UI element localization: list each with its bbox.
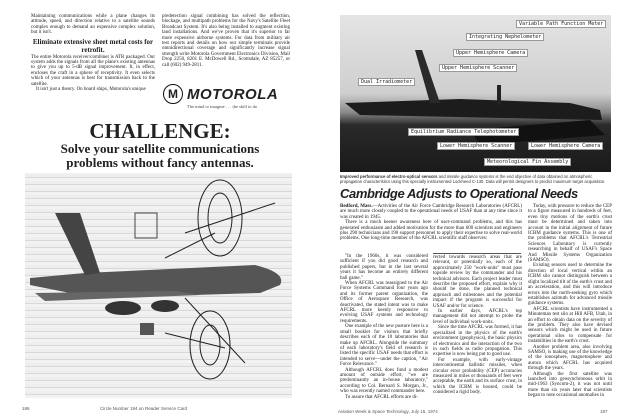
article-paragraph: Although the first satellite was launched into geosynchronous orbit in mid-1963 (Syncom-2), it was not until more than six years later that scientists began to note occasional anomalies in xyxy=(528,371,612,399)
article-column-1 xyxy=(340,254,428,400)
motorola-wordmark: MOTOROLA xyxy=(187,85,279,103)
photo-label: Dual Irradiometer xyxy=(358,78,415,86)
ad-headline-block xyxy=(20,120,300,170)
article-paragraph: For example, with early-vintage intercontinental ballistic missiles, when circular error probability (CEP) accuracies measured in miles or thousands of feet were acceptable, the earth and its surface crust, in which the ICBM is housed, could be considered a rigid body. xyxy=(433,357,522,396)
motorola-logo xyxy=(163,84,278,109)
photo-label: Lower Hemisphere Camera xyxy=(528,142,603,150)
airplane-illustration-icon xyxy=(25,173,292,398)
article-paragraph: "In the 1960s, it was considered sufficient if you did good research and published papers, but in the last several years it has become an entirely different ball game." xyxy=(340,254,428,281)
article-paragraph: rected towards research areas that are relevant, or potentially so, each of the approximately 250 "work-units" must pass topside review by the commander and his technical advisors. Each project leader must describe the proposed effort, explain why it should be done, the planned technical approach and milestones and the potential impact if the program is successful for USAF and/or for science. xyxy=(433,255,522,309)
article-paragraph: In earlier days, AFCRL's top management did not attempt to probe the level of individual work-units. xyxy=(433,309,522,325)
article-column-3 xyxy=(528,204,612,399)
article-paragraph: Although AFCRL does fund a modest amount of outside effort, "we are predominantly an in-house laboratory," according to Col. Bernard S. Morgan, Jr., who was recently named commander here. xyxy=(340,367,428,395)
article-paragraph: Another problem area, also involving SAMSO, is making use of the knowledge of the ionosphere, magnetosphere and aurora which AFCRL has acquired through the years. xyxy=(528,344,612,372)
caption-lead: Improved performance of electro-optical sensors xyxy=(340,174,438,179)
page-number-right: 187 xyxy=(600,409,608,414)
article-paragraph: When AFCRL was reassigned to the Air Force Systems Command four years ago and its former parent organization, the Office of Aerospace Research, was deactivated, the stated intent was to make AFCRL more keenly responsive to evolving USAF systems and technology requirements. xyxy=(340,281,428,324)
ad-subheading: Eliminate extensive sheet metal costs for retrofit. xyxy=(32,37,154,54)
airplane-antenna-illustration xyxy=(25,173,292,398)
article-paragraph: —Activities of the Air Force Cambridge Research Laboratories (AFCRL) are much more closely coupled to the operational needs of USAF than at any time since it was created in 1945. xyxy=(340,204,522,220)
photo-label: Upper Hemisphere Scanner xyxy=(439,64,517,72)
photo-label: Upper Hemisphere Camera xyxy=(453,49,528,57)
photo-label: Lower Hemisphere Scanner xyxy=(437,142,515,150)
ad-paragraph: The entire Motorola receiver/combiner is ATR packaged. Our system adds the signals from all the plane's existing antennas to give you up to 5-dB signal improvement. It, in effect, encloses the craft in a sphere of receptivity. It even selects which of your antennas is best for transmission back to the satellite. xyxy=(31,54,155,87)
article-column-2 xyxy=(433,255,522,396)
ad-paragraph: It isn't just a theory. On board ships, Motorola's unique xyxy=(36,87,146,93)
article-paragraph: There is a much keener awareness here of user-command problems, and this has generated enthusiasm and added motivation for the more than 600 scientists and engineers plus 290 technicians and 190 support personnel to apply their expertise to solve real-world problems. One long-time member of the AFCRL scientific staff observes: xyxy=(340,220,522,242)
photo-label: Variable Path Function Meter xyxy=(516,20,606,28)
c130-aircraft-photo xyxy=(340,15,611,172)
article-paragraph: One example of the new posture here is a small booklet for visitors that briefly describes each of the 10 laboratories that make up AFCRL. Alongside the summary of each laboratory's field of research is listed the specific USAF needs that effort is intended to serve—under the caption, "Air Force Relevance." xyxy=(340,324,428,368)
dateline: Bedford, Mass. xyxy=(340,204,373,209)
caption-text: and missile guidance systems is the end objective of data obtained on atmospheric propagation characteristics using this specially instrumented Lockheed C-130. Data will permit designers to predict maximum target acquisition. xyxy=(340,174,606,184)
ad-paragraph: Maintaining communications while a plane changes its attitude, speed, and direction relative to a satellite sounds complex enough to demand an expensive complex solution, but it isn't. xyxy=(31,14,155,36)
article-paragraph: AFCRL scientists have instrumented a Minuteman test silo at Hill AFB, Utah, in an effort to obtain data on the severity of the problem. They also have devised sensors which might be used in future operational silos to compensate for instabilities in the earth's crust. xyxy=(528,306,612,345)
ad-paragraph: predetection signal combining has solved the reflection, blockage, and multipath problems for the Navy's Satellite Fleet Broadcast System. It's also being installed to augment existing land installations. And we've proven that it's superior to far more expensive airborne systems. For data from military air test reports and details on how our simple terminals provide omnidirectional coverage and significantly increase signal strength write Motorola Government Electronics Division, Mail Drop 2250, 8201 E. McDowell Rd., Scottsdale, AZ 85257, or call (602) 949-2811. xyxy=(162,14,290,68)
page-number-left: 186 xyxy=(22,406,30,411)
column-rule xyxy=(433,253,521,254)
article-title: Cambridge Adjusts to Operational Needs xyxy=(340,186,578,201)
ad-column-1 xyxy=(31,14,155,92)
article-paragraph: Existing sensors used to determine the direction of local vertical within an ICBM silo cannot distinguish between a slight localized tilt of the earth's crust and an acceleration, and this will introduce errors into the north-seeking gyro which establishes azimuth for advanced missile guidance systems. xyxy=(528,263,612,307)
ad-headline: CHALLENGE: xyxy=(89,119,231,143)
motorola-batwing-icon: M xyxy=(163,84,183,104)
ad-subheadline-2: problems without fancy antennas. xyxy=(66,155,254,170)
article-paragraph: Since the time AFCRL was formed, it has specialized in the physics of the earth's environment (geophysics), the basic physics of electronics and the interaction of the two in such fields as radio propagation. This expertise is now being put to good use. xyxy=(433,325,522,358)
publication-footer: Aviation Week & Space Technology, July 15, 1974 xyxy=(338,409,438,414)
photo-label: Integrating Nephelometer xyxy=(466,33,544,41)
photo-label: Meteorological Fin Assembly xyxy=(484,158,571,166)
ad-column-2 xyxy=(162,14,290,68)
article-paragraph: Today, with pressure to reduce the CEP to a figure measured in hundreds of feet, even tiny motions of the earth's crust must be determined and taken into account in the initial alignment of future ICBM guidance systems. This is one of the problems that AFCRL's Terrestrial Sciences Laboratory is currently researching in behalf of USAF's Space And Missile Systems Organization (SAMSO). xyxy=(528,204,612,264)
reader-service-note: Circle Number 194 on Reader Service Card xyxy=(100,406,188,411)
article-intro xyxy=(340,204,522,242)
motorola-tagline: The mind to imagine . . . the skill to do xyxy=(187,104,258,109)
photo-label: Equilibrium Radiance Telephotometer xyxy=(408,128,519,136)
ad-subheadline-1: Solve your satellite communications xyxy=(60,141,260,156)
photo-caption xyxy=(340,174,611,184)
article-paragraph: To assure that AFCRL efforts are di- xyxy=(345,394,418,400)
